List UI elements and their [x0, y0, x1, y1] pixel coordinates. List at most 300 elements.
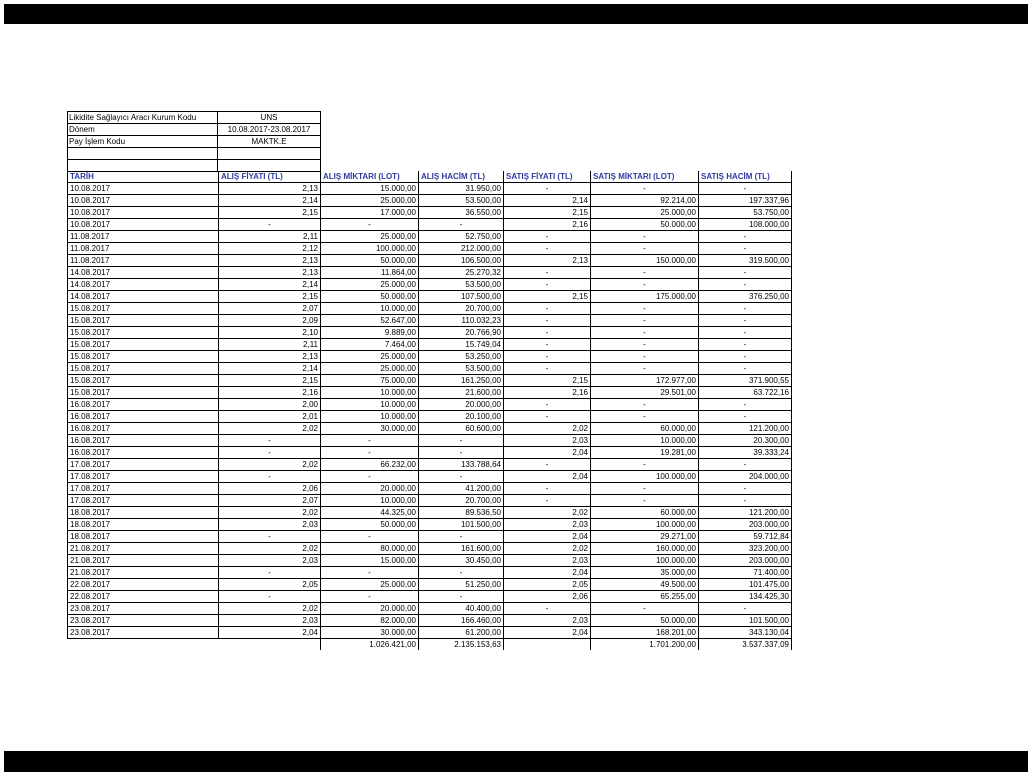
cell-sell-price: 2,15: [504, 375, 591, 387]
cell-buy-volume: -: [419, 435, 504, 447]
table-row: [68, 591, 792, 603]
cell-sell-price: -: [504, 267, 591, 279]
table-row: [68, 543, 792, 555]
info-label: [68, 160, 218, 172]
cell-sell-price: 2,03: [504, 615, 591, 627]
cell-sell-price: 2,04: [504, 627, 591, 639]
cell-buy-price: -: [219, 531, 321, 543]
cell-sell-volume: 203.000,00: [699, 555, 792, 567]
table-header-row: [68, 171, 792, 183]
info-value: MAKTK.E: [218, 136, 321, 148]
cell-sell-volume: 71.400,00: [699, 567, 792, 579]
cell-date: 16.08.2017: [68, 411, 219, 423]
cell-sell-price: 2,16: [504, 219, 591, 231]
cell-sell-volume: 371.900,55: [699, 375, 792, 387]
cell-sell-volume: -: [699, 363, 792, 375]
cell-date: 16.08.2017: [68, 423, 219, 435]
table-row: [68, 279, 792, 291]
cell-sell-quantity: 150.000,00: [591, 255, 699, 267]
cell-sell-quantity: -: [591, 315, 699, 327]
cell-buy-volume: 36.550,00: [419, 207, 504, 219]
table-row: [68, 243, 792, 255]
top-black-bar: [4, 4, 1028, 24]
column-header-sell-volume: SATIŞ HACİM (TL): [699, 171, 792, 183]
table-row: [68, 615, 792, 627]
cell-sell-quantity: 168.201,00: [591, 627, 699, 639]
cell-sell-price: 2,13: [504, 255, 591, 267]
cell-sell-price: 2,03: [504, 435, 591, 447]
cell-buy-quantity: 10.000,00: [321, 399, 419, 411]
cell-sell-price: 2,04: [504, 447, 591, 459]
totals-sell-quantity: 1.701.200,00: [591, 639, 699, 651]
cell-buy-volume: 30.450,00: [419, 555, 504, 567]
cell-sell-quantity: 100.000,00: [591, 555, 699, 567]
cell-buy-quantity: 66.232,00: [321, 459, 419, 471]
cell-date: 14.08.2017: [68, 267, 219, 279]
cell-buy-quantity: 80.000,00: [321, 543, 419, 555]
cell-buy-quantity: 75.000,00: [321, 375, 419, 387]
cell-date: 22.08.2017: [68, 579, 219, 591]
table-row: [68, 363, 792, 375]
cell-buy-volume: 133.788,64: [419, 459, 504, 471]
cell-date: 14.08.2017: [68, 279, 219, 291]
table-row: [68, 507, 792, 519]
cell-date: 21.08.2017: [68, 567, 219, 579]
table-row: [68, 387, 792, 399]
cell-sell-quantity: 60.000,00: [591, 423, 699, 435]
table-row: [68, 351, 792, 363]
cell-sell-quantity: -: [591, 411, 699, 423]
cell-buy-volume: 15.749,04: [419, 339, 504, 351]
cell-sell-volume: -: [699, 351, 792, 363]
cell-sell-volume: -: [699, 183, 792, 195]
cell-date: 18.08.2017: [68, 519, 219, 531]
cell-sell-quantity: -: [591, 399, 699, 411]
cell-sell-price: 2,05: [504, 579, 591, 591]
info-value: [218, 160, 321, 172]
cell-sell-price: -: [504, 351, 591, 363]
cell-sell-quantity: 10.000,00: [591, 435, 699, 447]
cell-date: 17.08.2017: [68, 495, 219, 507]
cell-date: 15.08.2017: [68, 375, 219, 387]
table-row: [68, 627, 792, 639]
cell-buy-price: 2,06: [219, 483, 321, 495]
cell-buy-quantity: 50.000,00: [321, 519, 419, 531]
cell-sell-price: 2,02: [504, 543, 591, 555]
table-row: [68, 411, 792, 423]
info-row: [68, 124, 321, 136]
table-row: [68, 579, 792, 591]
cell-buy-price: 2,13: [219, 255, 321, 267]
cell-sell-quantity: 175.000,00: [591, 291, 699, 303]
table-body: [68, 183, 792, 639]
cell-sell-price: 2,15: [504, 207, 591, 219]
table-row: [68, 555, 792, 567]
table-row: [68, 375, 792, 387]
table-row: [68, 603, 792, 615]
cell-date: 15.08.2017: [68, 315, 219, 327]
cell-sell-quantity: -: [591, 243, 699, 255]
cell-buy-price: 2,11: [219, 339, 321, 351]
column-header-sell-price: SATIŞ FİYATI (TL): [504, 171, 591, 183]
cell-sell-price: 2,06: [504, 591, 591, 603]
info-value: 10.08.2017-23.08.2017: [218, 124, 321, 136]
cell-sell-quantity: -: [591, 267, 699, 279]
cell-sell-volume: 376.250,00: [699, 291, 792, 303]
cell-date: 16.08.2017: [68, 447, 219, 459]
cell-date: 15.08.2017: [68, 387, 219, 399]
cell-buy-quantity: 44.325,00: [321, 507, 419, 519]
cell-sell-volume: 53.750,00: [699, 207, 792, 219]
cell-sell-price: 2,04: [504, 471, 591, 483]
cell-date: 18.08.2017: [68, 507, 219, 519]
cell-buy-quantity: 20.000,00: [321, 483, 419, 495]
cell-buy-volume: 161.600,00: [419, 543, 504, 555]
cell-buy-price: -: [219, 591, 321, 603]
cell-buy-price: 2,02: [219, 507, 321, 519]
cell-buy-price: 2,04: [219, 627, 321, 639]
cell-buy-volume: -: [419, 567, 504, 579]
cell-sell-volume: -: [699, 327, 792, 339]
cell-sell-quantity: -: [591, 183, 699, 195]
cell-date: 15.08.2017: [68, 339, 219, 351]
cell-sell-quantity: 29.501,00: [591, 387, 699, 399]
cell-sell-volume: 121.200,00: [699, 507, 792, 519]
info-label: Dönem: [68, 124, 218, 136]
cell-sell-price: 2,02: [504, 507, 591, 519]
cell-sell-price: 2,02: [504, 423, 591, 435]
cell-date: 21.08.2017: [68, 543, 219, 555]
cell-date: 10.08.2017: [68, 219, 219, 231]
cell-sell-volume: -: [699, 399, 792, 411]
cell-buy-quantity: -: [321, 567, 419, 579]
cell-sell-volume: 39.333,24: [699, 447, 792, 459]
cell-date: 17.08.2017: [68, 483, 219, 495]
cell-date: 23.08.2017: [68, 627, 219, 639]
cell-sell-volume: -: [699, 267, 792, 279]
cell-buy-price: 2,14: [219, 279, 321, 291]
cell-buy-volume: 53.500,00: [419, 363, 504, 375]
cell-buy-price: 2,03: [219, 615, 321, 627]
cell-sell-price: -: [504, 495, 591, 507]
cell-sell-volume: 63.722,16: [699, 387, 792, 399]
cell-sell-quantity: -: [591, 327, 699, 339]
table-row: [68, 459, 792, 471]
cell-buy-quantity: 25.000,00: [321, 363, 419, 375]
cell-date: 17.08.2017: [68, 471, 219, 483]
cell-buy-quantity: -: [321, 471, 419, 483]
totals-buy-volume: 2.135.153,63: [419, 639, 504, 651]
cell-buy-volume: 21.600,00: [419, 387, 504, 399]
cell-sell-quantity: 29.271,00: [591, 531, 699, 543]
table-row: [68, 435, 792, 447]
cell-buy-volume: 89.536,50: [419, 507, 504, 519]
cell-buy-volume: 25.270,32: [419, 267, 504, 279]
table-row: [68, 195, 792, 207]
table-row: [68, 207, 792, 219]
cell-sell-price: -: [504, 183, 591, 195]
info-label: Pay İşlem Kodu: [68, 136, 218, 148]
cell-sell-volume: 134.425,30: [699, 591, 792, 603]
cell-sell-volume: 343.130,04: [699, 627, 792, 639]
table-row: [68, 447, 792, 459]
cell-date: 21.08.2017: [68, 555, 219, 567]
cell-buy-price: 2,00: [219, 399, 321, 411]
table-row: [68, 291, 792, 303]
cell-buy-quantity: 7.464,00: [321, 339, 419, 351]
info-table: [67, 111, 321, 172]
cell-buy-volume: -: [419, 591, 504, 603]
cell-buy-quantity: 10.000,00: [321, 495, 419, 507]
table-row: [68, 339, 792, 351]
cell-buy-volume: 20.000,00: [419, 399, 504, 411]
cell-buy-quantity: 25.000,00: [321, 279, 419, 291]
cell-sell-price: 2,04: [504, 531, 591, 543]
cell-buy-price: 2,14: [219, 195, 321, 207]
cell-buy-quantity: 15.000,00: [321, 555, 419, 567]
info-row: [68, 148, 321, 160]
cell-sell-price: -: [504, 231, 591, 243]
cell-sell-quantity: 100.000,00: [591, 519, 699, 531]
table-row: [68, 567, 792, 579]
cell-buy-quantity: 52.647,00: [321, 315, 419, 327]
cell-sell-price: -: [504, 459, 591, 471]
cell-sell-price: -: [504, 399, 591, 411]
cell-sell-volume: -: [699, 483, 792, 495]
cell-date: 22.08.2017: [68, 591, 219, 603]
cell-sell-volume: -: [699, 339, 792, 351]
cell-sell-quantity: -: [591, 303, 699, 315]
cell-buy-volume: 52.750,00: [419, 231, 504, 243]
cell-buy-price: 2,13: [219, 351, 321, 363]
cell-sell-volume: -: [699, 243, 792, 255]
cell-sell-volume: -: [699, 315, 792, 327]
cell-buy-price: 2,07: [219, 303, 321, 315]
table-row: [68, 531, 792, 543]
cell-sell-quantity: 35.000,00: [591, 567, 699, 579]
totals-cell: [504, 639, 591, 651]
cell-sell-volume: 197.337,96: [699, 195, 792, 207]
totals-cell: [68, 639, 219, 651]
cell-buy-price: 2,02: [219, 543, 321, 555]
cell-date: 23.08.2017: [68, 615, 219, 627]
cell-sell-quantity: -: [591, 339, 699, 351]
cell-buy-price: 2,15: [219, 291, 321, 303]
cell-buy-quantity: 25.000,00: [321, 195, 419, 207]
cell-buy-volume: 40.400,00: [419, 603, 504, 615]
info-label: Likidite Sağlayıcı Aracı Kurum Kodu: [68, 112, 218, 124]
cell-sell-price: -: [504, 327, 591, 339]
cell-sell-volume: 101.475,00: [699, 579, 792, 591]
cell-sell-quantity: 172.977,00: [591, 375, 699, 387]
cell-buy-quantity: 50.000,00: [321, 255, 419, 267]
info-row: [68, 136, 321, 148]
cell-buy-volume: 53.250,00: [419, 351, 504, 363]
cell-buy-price: 2,07: [219, 495, 321, 507]
cell-buy-volume: -: [419, 219, 504, 231]
cell-buy-volume: 107.500,00: [419, 291, 504, 303]
cell-sell-price: -: [504, 363, 591, 375]
cell-sell-quantity: -: [591, 459, 699, 471]
cell-buy-volume: 110.032,23: [419, 315, 504, 327]
cell-buy-price: 2,16: [219, 387, 321, 399]
table-row: [68, 471, 792, 483]
cell-buy-price: -: [219, 567, 321, 579]
cell-buy-quantity: -: [321, 447, 419, 459]
table-row: [68, 495, 792, 507]
cell-sell-volume: -: [699, 279, 792, 291]
cell-buy-volume: 41.200,00: [419, 483, 504, 495]
cell-buy-volume: 53.500,00: [419, 279, 504, 291]
table-row: [68, 399, 792, 411]
info-row: [68, 112, 321, 124]
table-row: [68, 483, 792, 495]
cell-sell-price: 2,15: [504, 291, 591, 303]
cell-buy-quantity: 11.864,00: [321, 267, 419, 279]
cell-date: 17.08.2017: [68, 459, 219, 471]
cell-buy-quantity: -: [321, 591, 419, 603]
cell-sell-volume: -: [699, 495, 792, 507]
cell-buy-quantity: 50.000,00: [321, 291, 419, 303]
cell-buy-quantity: 25.000,00: [321, 579, 419, 591]
cell-sell-volume: 108.000,00: [699, 219, 792, 231]
cell-date: 10.08.2017: [68, 195, 219, 207]
cell-buy-quantity: 15.000,00: [321, 183, 419, 195]
cell-sell-quantity: -: [591, 495, 699, 507]
cell-buy-quantity: 30.000,00: [321, 627, 419, 639]
column-header-buy-quantity: ALIŞ MİKTARI (LOT): [321, 171, 419, 183]
cell-buy-price: 2,02: [219, 603, 321, 615]
transactions-table: [67, 171, 792, 650]
cell-buy-price: 2,10: [219, 327, 321, 339]
cell-sell-price: -: [504, 243, 591, 255]
cell-buy-quantity: -: [321, 531, 419, 543]
cell-sell-quantity: 160.000,00: [591, 543, 699, 555]
table-row: [68, 327, 792, 339]
cell-buy-volume: 53.500,00: [419, 195, 504, 207]
table-row: [68, 303, 792, 315]
table-row: [68, 231, 792, 243]
cell-buy-quantity: 30.000,00: [321, 423, 419, 435]
cell-buy-quantity: 25.000,00: [321, 351, 419, 363]
cell-sell-volume: 20.300,00: [699, 435, 792, 447]
cell-sell-quantity: 19.281,00: [591, 447, 699, 459]
cell-sell-quantity: -: [591, 231, 699, 243]
cell-sell-price: -: [504, 279, 591, 291]
cell-buy-quantity: -: [321, 219, 419, 231]
table-row: [68, 183, 792, 195]
cell-buy-price: 2,15: [219, 207, 321, 219]
cell-date: 23.08.2017: [68, 603, 219, 615]
cell-buy-price: 2,02: [219, 423, 321, 435]
cell-buy-volume: 166.460,00: [419, 615, 504, 627]
cell-sell-quantity: 25.000,00: [591, 207, 699, 219]
cell-buy-price: 2,03: [219, 555, 321, 567]
cell-sell-price: 2,03: [504, 519, 591, 531]
cell-buy-volume: -: [419, 447, 504, 459]
info-row: [68, 160, 321, 172]
totals-row: [68, 639, 792, 651]
column-header-buy-price: ALIŞ FİYATI (TL): [219, 171, 321, 183]
cell-sell-volume: -: [699, 303, 792, 315]
cell-buy-quantity: 9.889,00: [321, 327, 419, 339]
cell-buy-volume: -: [419, 471, 504, 483]
table-row: [68, 255, 792, 267]
cell-date: 11.08.2017: [68, 255, 219, 267]
cell-sell-quantity: -: [591, 603, 699, 615]
column-header-buy-volume: ALIŞ HACİM (TL): [419, 171, 504, 183]
cell-sell-volume: 319.500,00: [699, 255, 792, 267]
cell-buy-quantity: 20.000,00: [321, 603, 419, 615]
cell-buy-price: 2,15: [219, 375, 321, 387]
table-row: [68, 267, 792, 279]
cell-buy-quantity: 10.000,00: [321, 303, 419, 315]
cell-sell-price: 2,03: [504, 555, 591, 567]
cell-buy-volume: 20.700,00: [419, 495, 504, 507]
cell-sell-volume: -: [699, 459, 792, 471]
cell-sell-volume: 323.200,00: [699, 543, 792, 555]
cell-sell-quantity: 50.000,00: [591, 219, 699, 231]
cell-buy-price: 2,12: [219, 243, 321, 255]
cell-buy-quantity: 10.000,00: [321, 387, 419, 399]
cell-buy-volume: -: [419, 531, 504, 543]
cell-buy-quantity: 25.000,00: [321, 231, 419, 243]
cell-buy-quantity: -: [321, 435, 419, 447]
cell-buy-price: -: [219, 435, 321, 447]
cell-sell-quantity: 65.255,00: [591, 591, 699, 603]
cell-buy-price: -: [219, 471, 321, 483]
table-row: [68, 315, 792, 327]
cell-sell-price: -: [504, 303, 591, 315]
cell-date: 10.08.2017: [68, 207, 219, 219]
table-row: [68, 519, 792, 531]
cell-buy-price: -: [219, 219, 321, 231]
cell-sell-price: -: [504, 339, 591, 351]
cell-sell-quantity: 100.000,00: [591, 471, 699, 483]
cell-buy-quantity: 100.000,00: [321, 243, 419, 255]
cell-date: 15.08.2017: [68, 351, 219, 363]
cell-date: 15.08.2017: [68, 327, 219, 339]
cell-sell-price: 2,14: [504, 195, 591, 207]
cell-sell-quantity: 49.500,00: [591, 579, 699, 591]
column-header-sell-quantity: SATIŞ MİKTARI (LOT): [591, 171, 699, 183]
cell-buy-price: 2,02: [219, 459, 321, 471]
cell-date: 11.08.2017: [68, 231, 219, 243]
totals-buy-quantity: 1.026.421,00: [321, 639, 419, 651]
cell-buy-volume: 61.200,00: [419, 627, 504, 639]
cell-buy-volume: 20.100,00: [419, 411, 504, 423]
cell-buy-price: 2,01: [219, 411, 321, 423]
cell-sell-quantity: 92.214,00: [591, 195, 699, 207]
cell-buy-volume: 60.600,00: [419, 423, 504, 435]
cell-sell-volume: -: [699, 603, 792, 615]
totals-sell-volume: 3.537.337,09: [699, 639, 792, 651]
cell-sell-volume: -: [699, 411, 792, 423]
cell-date: 16.08.2017: [68, 435, 219, 447]
cell-sell-price: -: [504, 483, 591, 495]
cell-sell-quantity: -: [591, 363, 699, 375]
cell-sell-volume: -: [699, 231, 792, 243]
info-label: [68, 148, 218, 160]
cell-buy-quantity: 10.000,00: [321, 411, 419, 423]
cell-buy-volume: 51.250,00: [419, 579, 504, 591]
cell-buy-price: 2,03: [219, 519, 321, 531]
cell-buy-volume: 212.000,00: [419, 243, 504, 255]
cell-sell-volume: 204.000,00: [699, 471, 792, 483]
cell-buy-price: 2,14: [219, 363, 321, 375]
cell-buy-price: -: [219, 447, 321, 459]
cell-buy-price: 2,11: [219, 231, 321, 243]
